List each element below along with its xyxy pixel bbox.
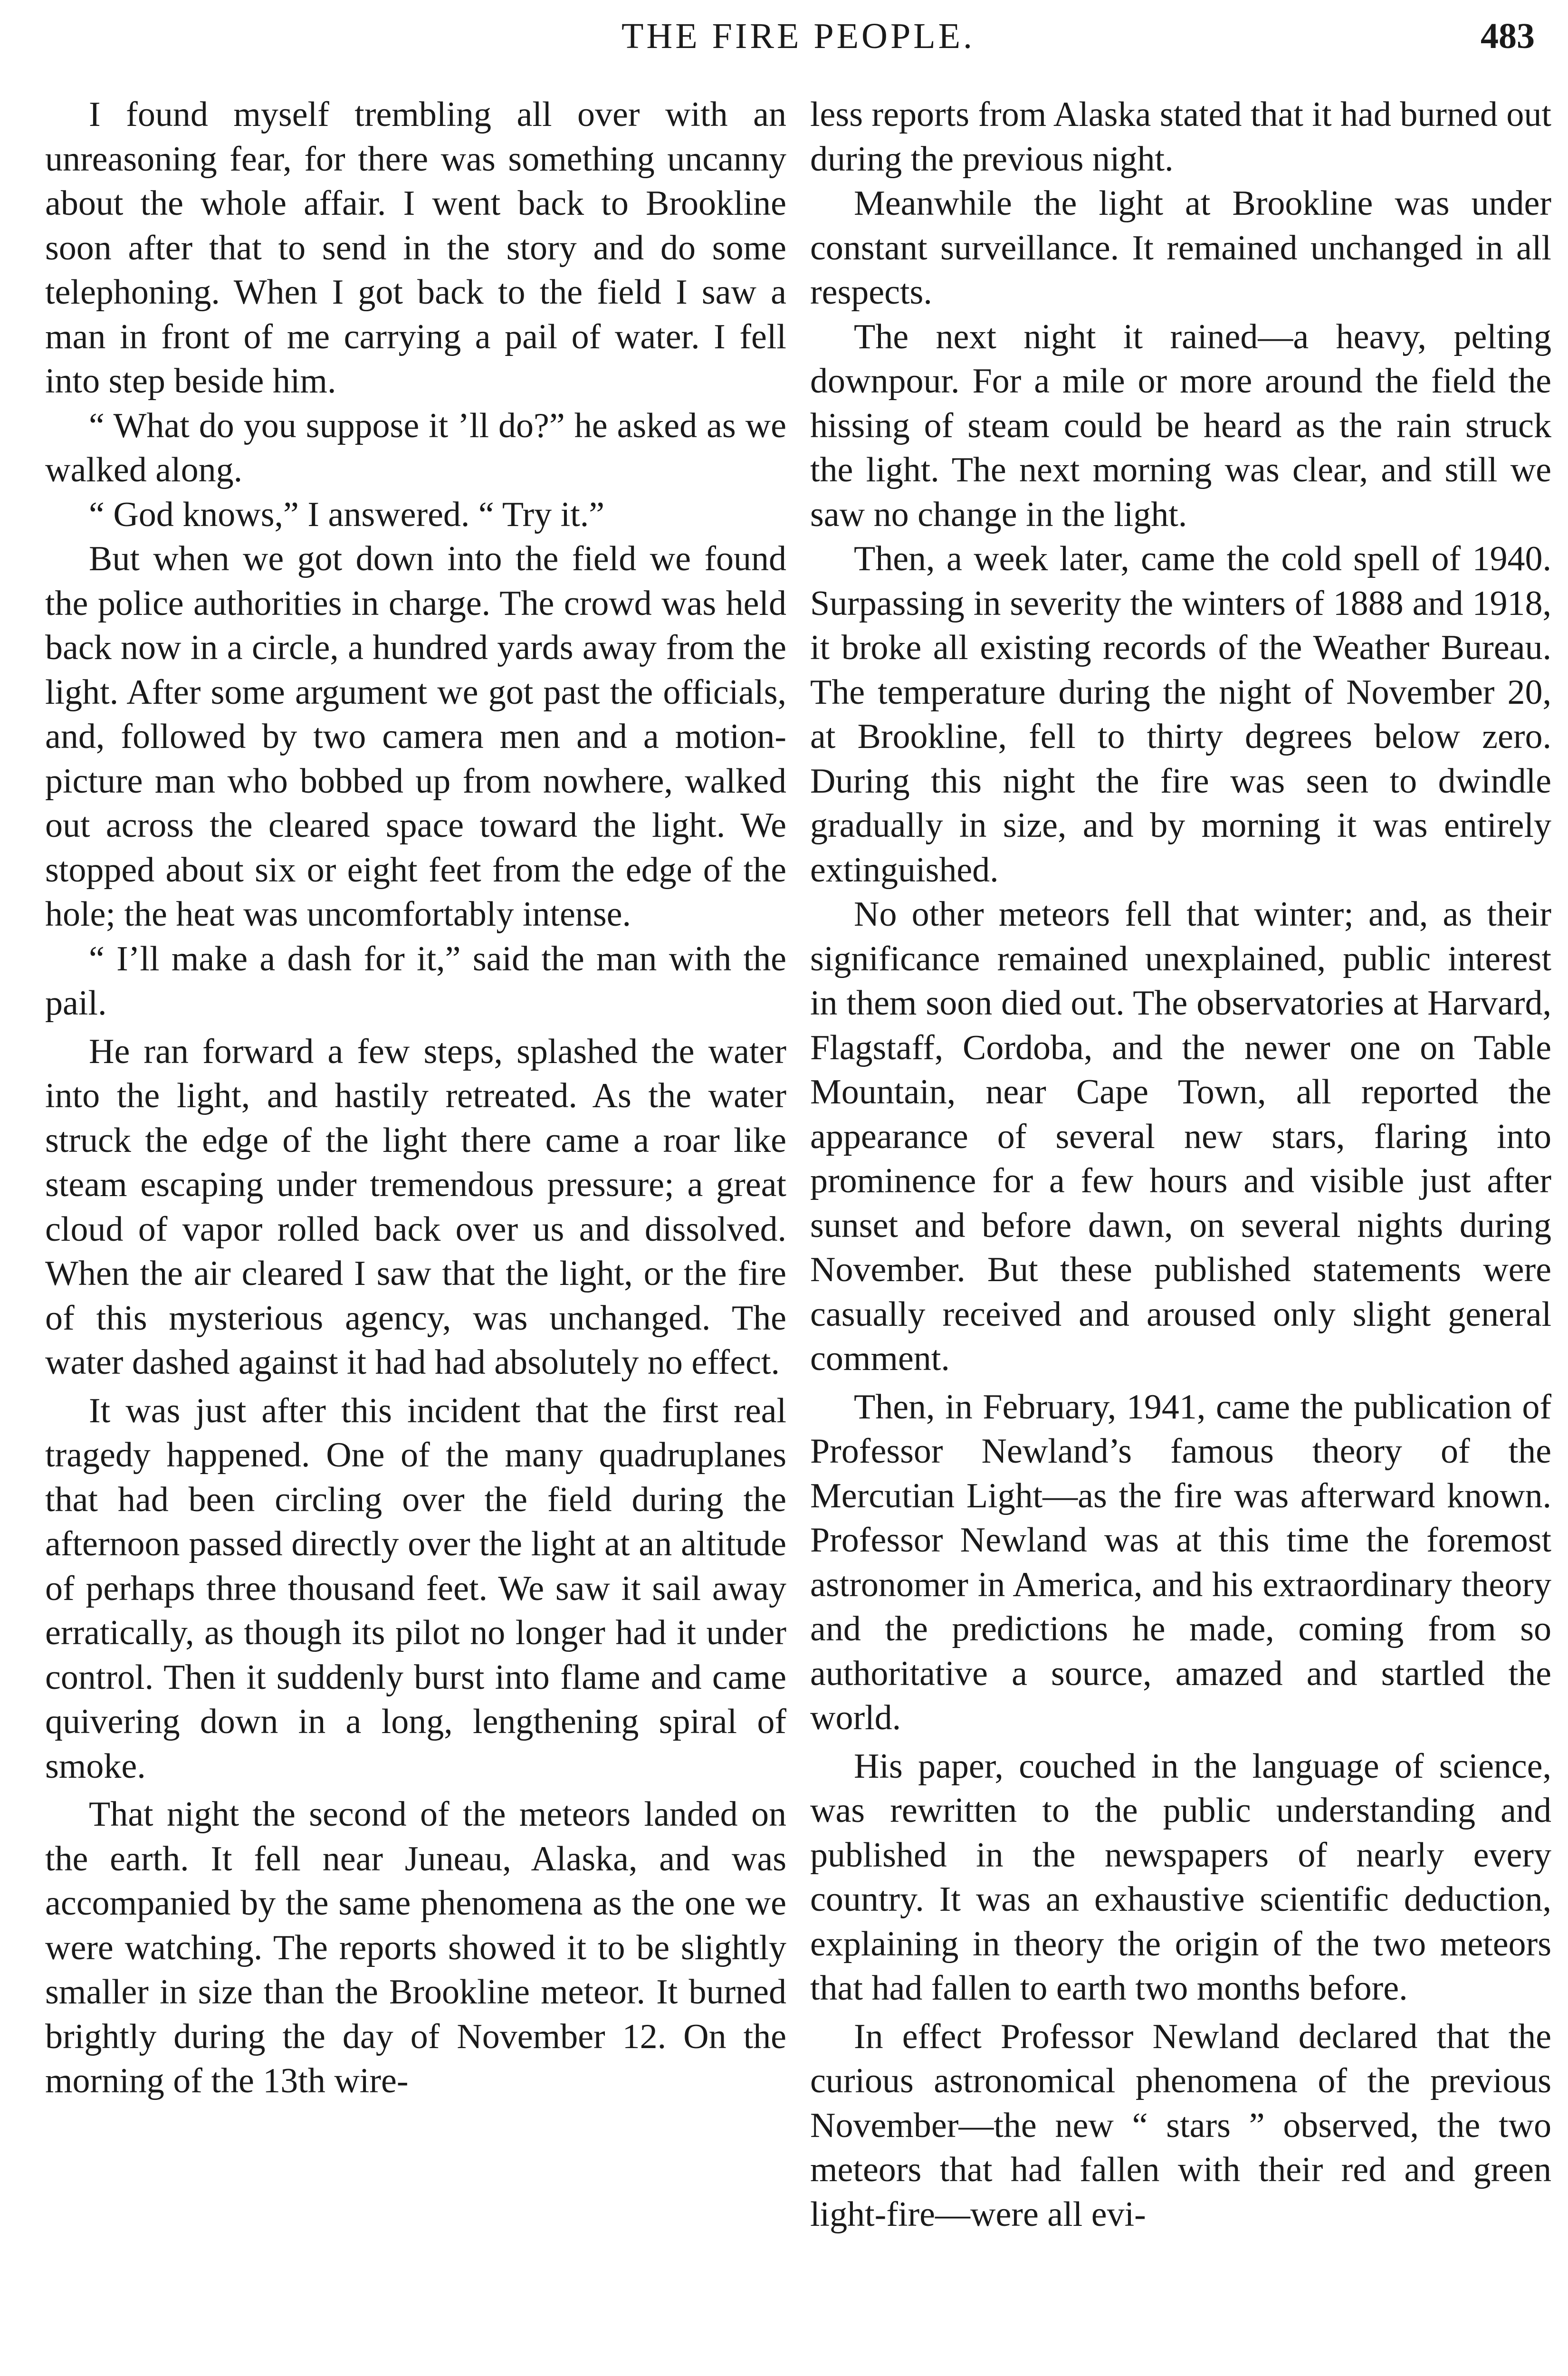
paragraph: Then, in February, 1941, came the publication of Professor Newland’s famous theory of the Mercutian Light—as the fire was afterward known. Professor Newland was at this time the foremost astronomer in America, and his extraordinary theory and the predictions he made, coming from so authoritative a source, amazed and startled the world. (810, 1387, 1551, 1737)
paragraph: His paper, couched in the language of science, was rewritten to the public understanding and published in the newspapers of nearly every country. It was an exhaustive scientific deduction, explaining in theory the origin of the two meteors that had fallen to earth two months before. (810, 1746, 1551, 2008)
running-title: THE FIRE PEOPLE. (621, 16, 975, 56)
paragraph: But when we got down into the field we found the police authorities in charge. The crowd was held back now in a circle, a hundred yards away from the light. After some argument we got past the officials, and, followed by two camera men and a motion-picture man who bobbed up from nowhere, walked out across the cleared space toward the light. We stopped about six or eight feet from the edge of the hole; the heat was uncomfortably intense. (45, 539, 786, 934)
paragraph: “ What do you suppose it ’ll do?” he asked as we walked along. (45, 406, 786, 489)
paragraph: He ran forward a few steps, splashed the water into the light, and hastily retreated. As the water struck the edge of the light there came a roar like steam escaping under tremendous pressure; a great cloud of vapor rolled back over us and dissolved. When the air cleared I saw that the light, or the fire of this mysterious agency, was unchanged. The water dashed against it had had absolutely no effect. (45, 1032, 786, 1382)
paragraph: In effect Professor Newland declared that the curious astronomical phenomena of the previous November—the new “ stars ” observed, the two meteors that had fallen with their red and green light-fire—were all evi- (810, 2017, 1551, 2234)
paragraph: Meanwhile the light at Brookline was under constant surveillance. It remained unchanged in all respects. (810, 184, 1551, 312)
paragraph: “ God knows,” I answered. “ Try it.” (89, 495, 605, 534)
paragraph: That night the second of the meteors landed on the earth. It fell near Juneau, Alaska, and was accompanied by the same phenomena as the one we were watching. The reports showed it to be slightly smaller in size than the Brookline meteor. It burned brightly during the day of November 12. On the morning of the 13th wire- (45, 1795, 786, 2100)
running-header (0, 9, 1568, 61)
right-column (810, 93, 1551, 2376)
paragraph: I found myself trembling all over with an unreasoning fear, for there was something uncanny about the whole affair. I went back to Brookline soon after that to send in the story and do some telephoning. When I got back to the field I saw a man in front of me carrying a pail of water. I fell into step beside him. (45, 95, 786, 401)
paragraph: No other meteors fell that winter; and, as their significance remained unexplained, public interest in them soon died out. The observatories at Harvard, Flagstaff, Cordoba, and the newer one on Table Mountain, near Cape Town, all reported the appearance of several new stars, flaring into prominence for a few hours and visible just after sunset and before dawn, on several nights during November. But these published statements were casually received and aroused only slight general comment. (810, 895, 1551, 1378)
paragraph: Then, a week later, came the cold spell of 1940. Surpassing in severity the winters of 1888 and 1918, it broke all existing records of the Weather Bureau. The temperature during the night of November 20, at Brookline, fell to thirty degrees below zero. During this night the fire was seen to dwindle gradually in size, and by morning it was entirely extinguished. (810, 539, 1551, 890)
paragraph: It was just after this incident that the first real tragedy happened. One of the many quadruplanes that had been circling over the field during the afternoon passed directly over the light at an altitude of perhaps three thousand feet. We saw it sail away erratically, as though its pilot no longer had it under control. Then it suddenly burst into flame and came quivering down in a long, lengthening spiral of smoke. (45, 1391, 786, 1786)
paragraph-continued: less reports from Alaska stated that it had burned out during the previous night. (810, 95, 1551, 179)
paragraph: “ I’ll make a dash for it,” said the man with the pail. (45, 939, 786, 1023)
page-number: 483 (1481, 16, 1535, 56)
paragraph: The next night it rained—a heavy, pelting downpour. For a mile or more around the field the hissing of steam could be heard as the rain struck the light. The next morning was clear, and still we saw no change in the light. (810, 317, 1551, 534)
left-column (45, 93, 786, 2376)
